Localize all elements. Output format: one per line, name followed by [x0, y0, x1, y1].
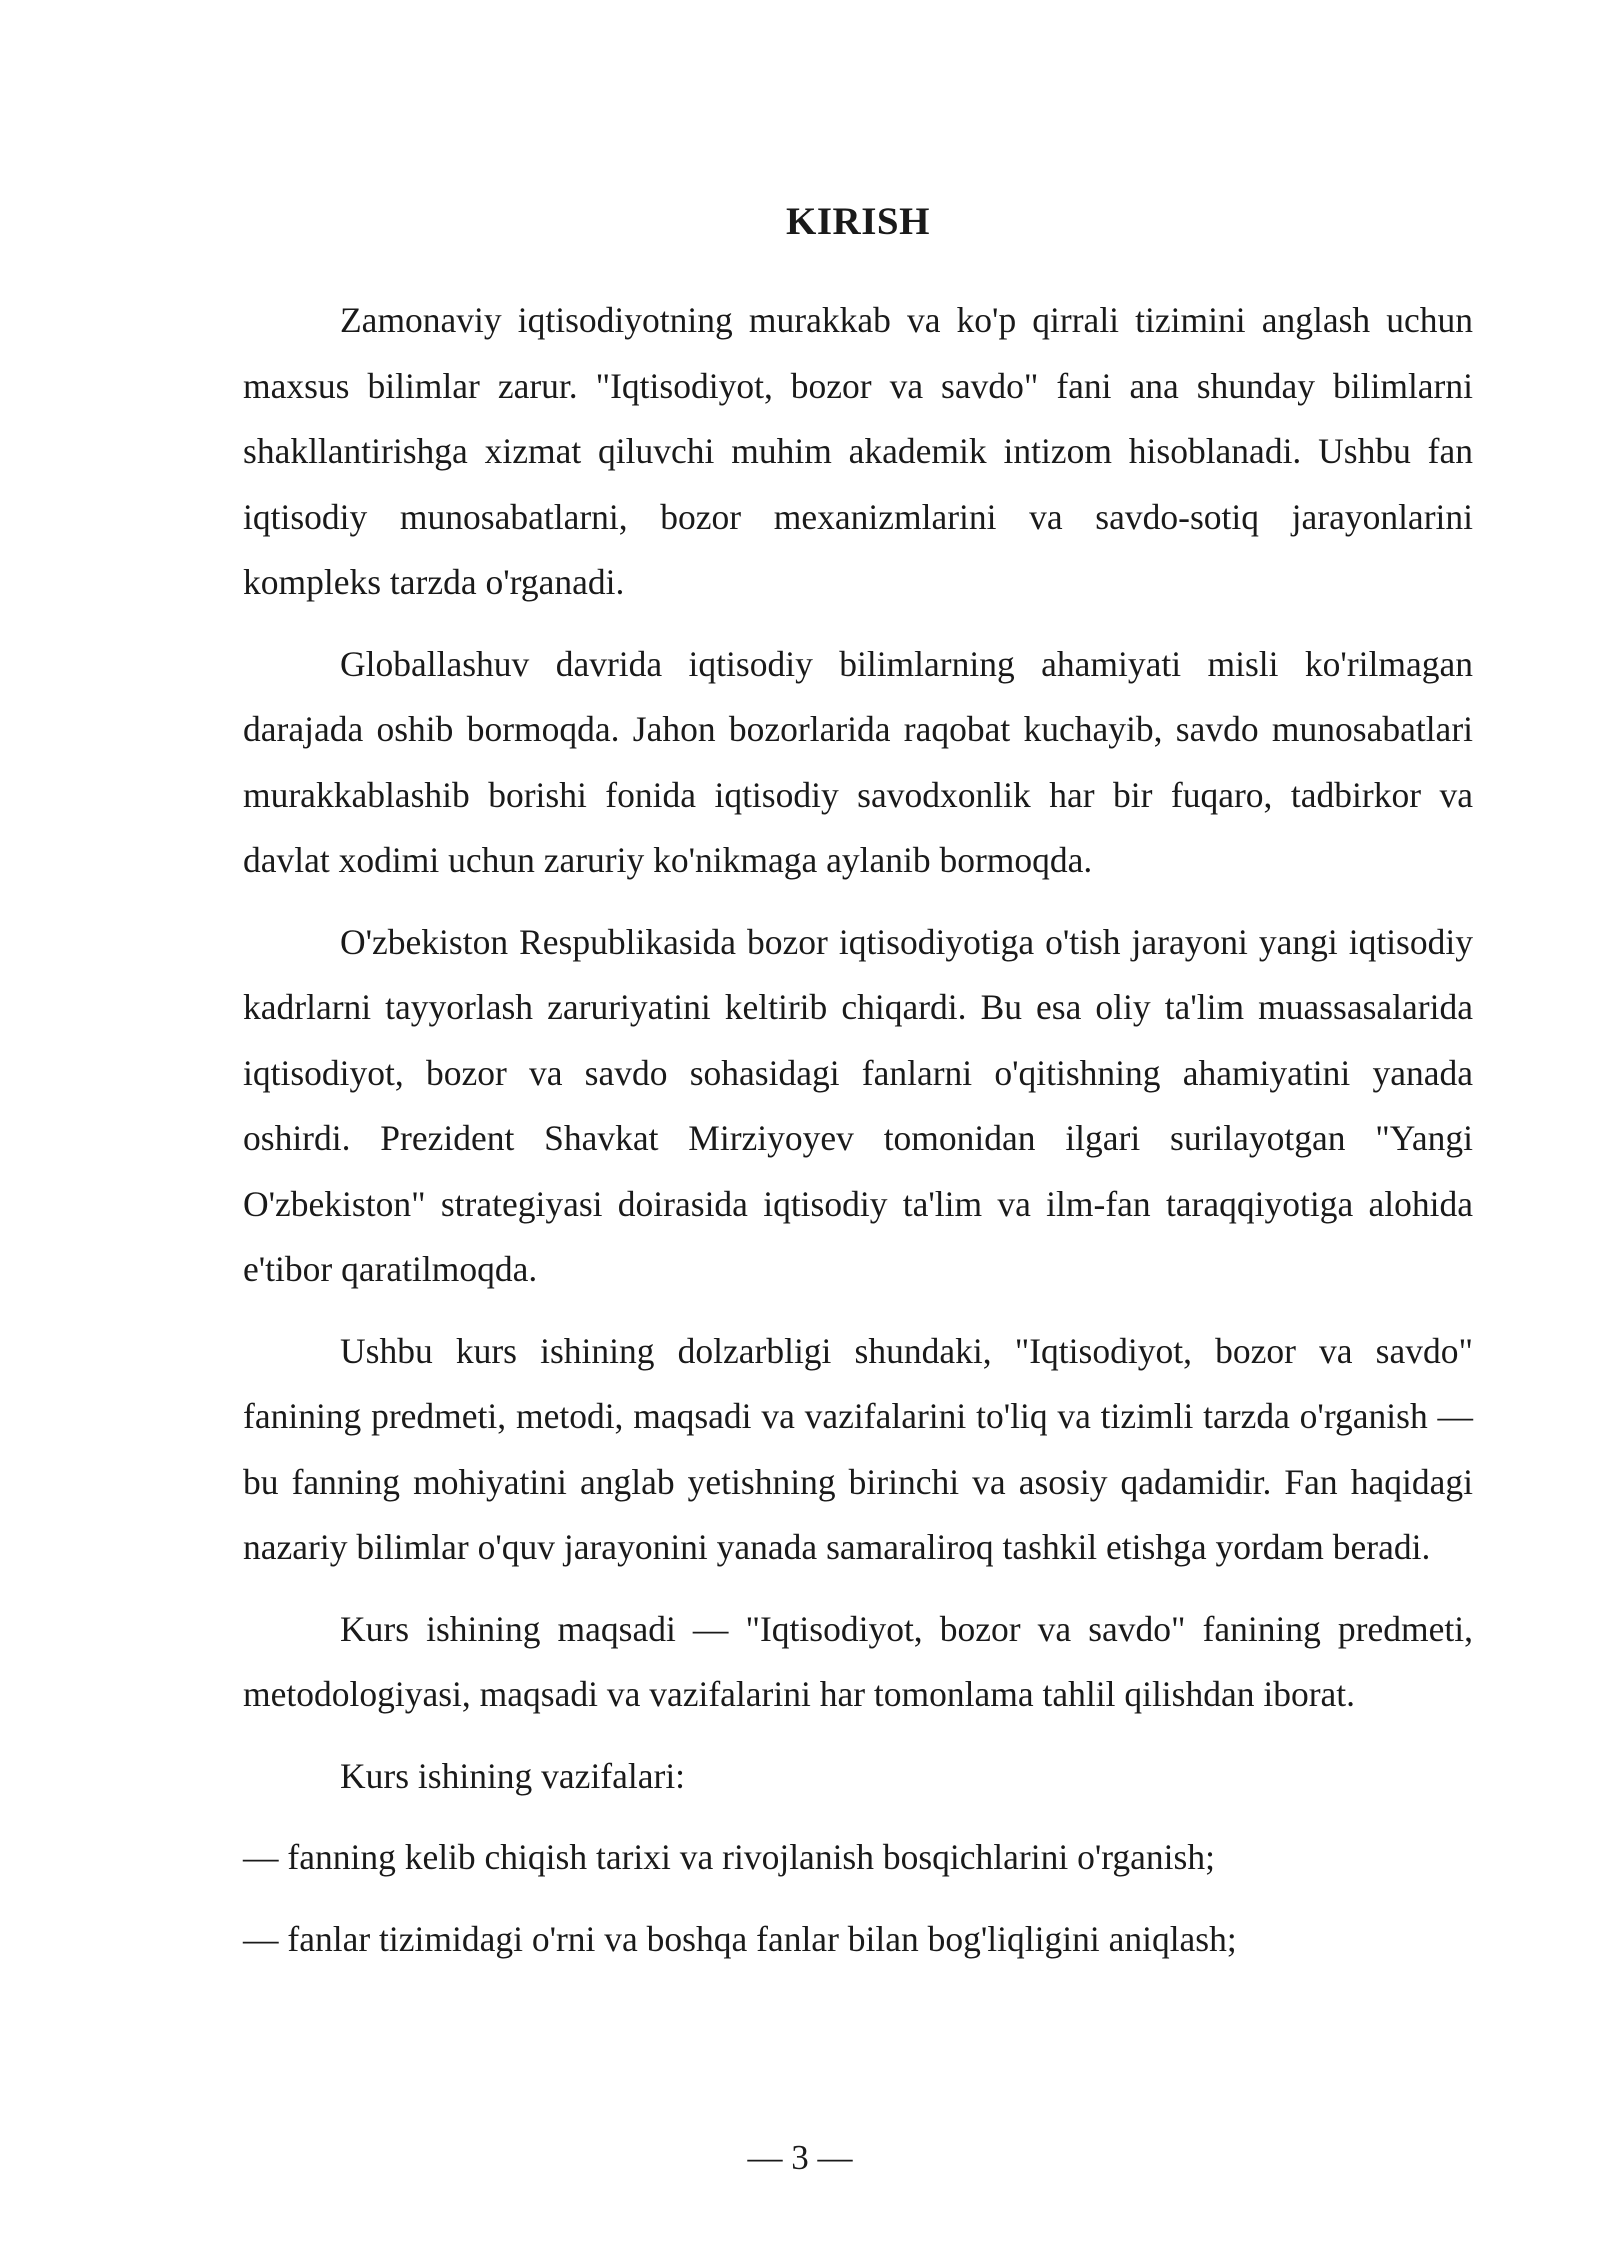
paragraph-intro: Zamonaviy iqtisodiyotning murakkab va ko'p qirrali tizimini anglash uchun maxsus bilimlar zarur. "Iqtisodiyot, bozor va savdo" fani ana shunday bilimlarni shakllantirishga xizmat qiluvchi muhim akademik intizom hisoblanadi. Ushbu fan iqtisodiy munosabatlarni, bozor mexanizmlarini va savdo-sotiq jarayonlarini kompleks tarzda o'rganadi.	[243, 300, 1473, 602]
paragraph-goal: Kurs ishining maqsadi — "Iqtisodiyot, bozor va savdo" fanining predmeti, metodologiyasi, maqsadi va vazifalarini har tomonlama tahlil qilishdan iborat.	[243, 1608, 1473, 1714]
paragraph-tasks-heading: Kurs ishining vazifalari:	[340, 1755, 686, 1796]
page-number: — 3 —	[747, 2138, 853, 2177]
page-content	[243, 180, 1473, 1988]
page-title: KIRISH	[786, 200, 930, 243]
paragraph-uzbekistan: O'zbekiston Respublikasida bozor iqtisodiyotiga o'tish jarayoni yangi iqtisodiy kadrlarni tayyorlash zaruriyatini keltirib chiqardi. Bu esa oliy ta'lim muassasalarida iqtisodiyot, bozor va savdo sohasidagi fanlarni o'qitishning ahamiyatini yanada oshirdi. Prezident Shavkat Mirziyoyev tomonidan ilgari surilayotgan "Yangi O'zbekiston" strategiyasi doirasida iqtisodiy ta'lim va ilm-fan taraqqiyotiga alohida e'tibor qaratilmoqda.	[243, 921, 1473, 1289]
list-item: — fanlar tizimidagi o'rni va boshqa fanlar bilan bog'liqligini aniqlash;	[243, 1918, 1237, 1959]
list-item: — fanning kelib chiqish tarixi va rivojlanish bosqichlarini o'rganish;	[243, 1837, 1215, 1877]
paragraph-globalization: Globallashuv davrida iqtisodiy bilimlarning ahamiyati misli ko'rilmagan darajada oshib bormoqda. Jahon bozorlarida raqobat kuchayib, savdo munosabatlari murakkablashib borishi fonida iqtisodiy savodxonlik har bir fuqaro, tadbirkor va davlat xodimi uchun zaruriy ko'nikmaga aylanib bormoqda.	[243, 643, 1473, 880]
paragraph-relevance: Ushbu kurs ishining dolzarbligi shundaki, "Iqtisodiyot, bozor va savdo" fanining predmeti, metodi, maqsadi va vazifalarini to'liq va tizimli tarzda o'rganish — bu fanning mohiyatini anglab yetishning birinchi va asosiy qadamidir. Fan haqidagi nazariy bilimlar o'quv jarayonini yanada samaraliroq tashkil etishga yordam beradi.	[243, 1330, 1473, 1567]
